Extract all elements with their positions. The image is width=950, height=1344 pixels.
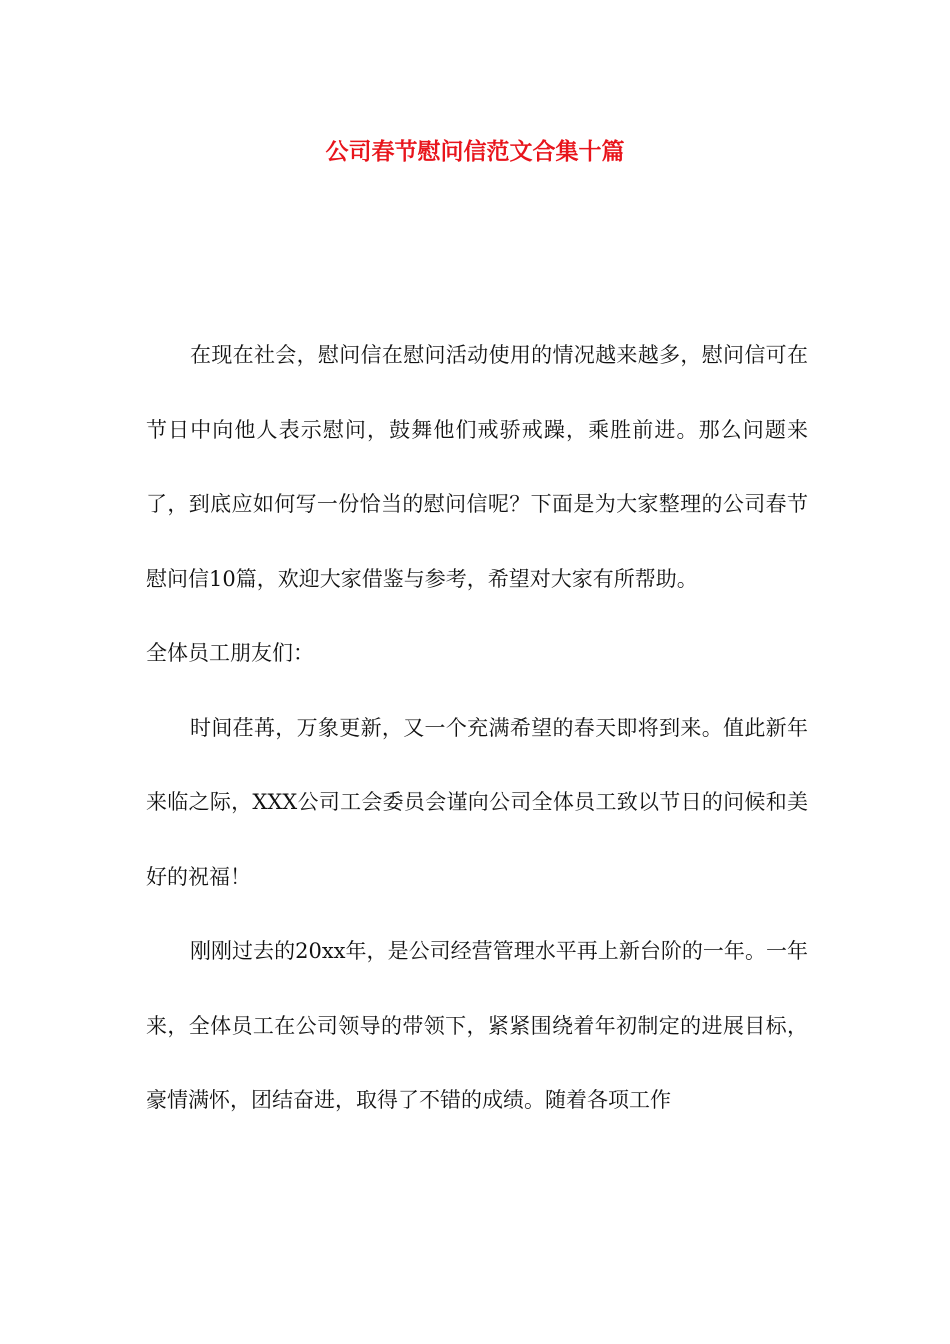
document-body	[146, 318, 808, 1138]
review-paragraph: 刚刚过去的20xx年，是公司经营管理水平再上新台阶的一年。一年来，全体员工在公司领导的带领下，紧紧围绕着年初制定的进展目标，豪情满怀，团结奋进，取得了不错的成绩。随着各项工作	[146, 939, 808, 1112]
greeting-paragraph: 时间荏苒，万象更新，又一个充满希望的春天即将到来。值此新年来临之际，XXX公司工会委员会谨向公司全体员工致以节日的问候和美好的祝福！	[146, 715, 808, 889]
document-title: 公司春节慰问信范文合集十篇	[325, 138, 625, 165]
intro-paragraph: 在现在社会，慰问信在慰问活动使用的情况越来越多，慰问信可在节日中向他人表示慰问，鼓舞他们戒骄戒躁，乘胜前进。那么问题来了，到底应如何写一份恰当的慰问信呢？下面是为大家整理的公司春节慰问信10篇，欢迎大家借鉴与参考，希望对大家有所帮助。	[146, 343, 808, 591]
salutation: 全体员工朋友们：	[146, 641, 314, 665]
